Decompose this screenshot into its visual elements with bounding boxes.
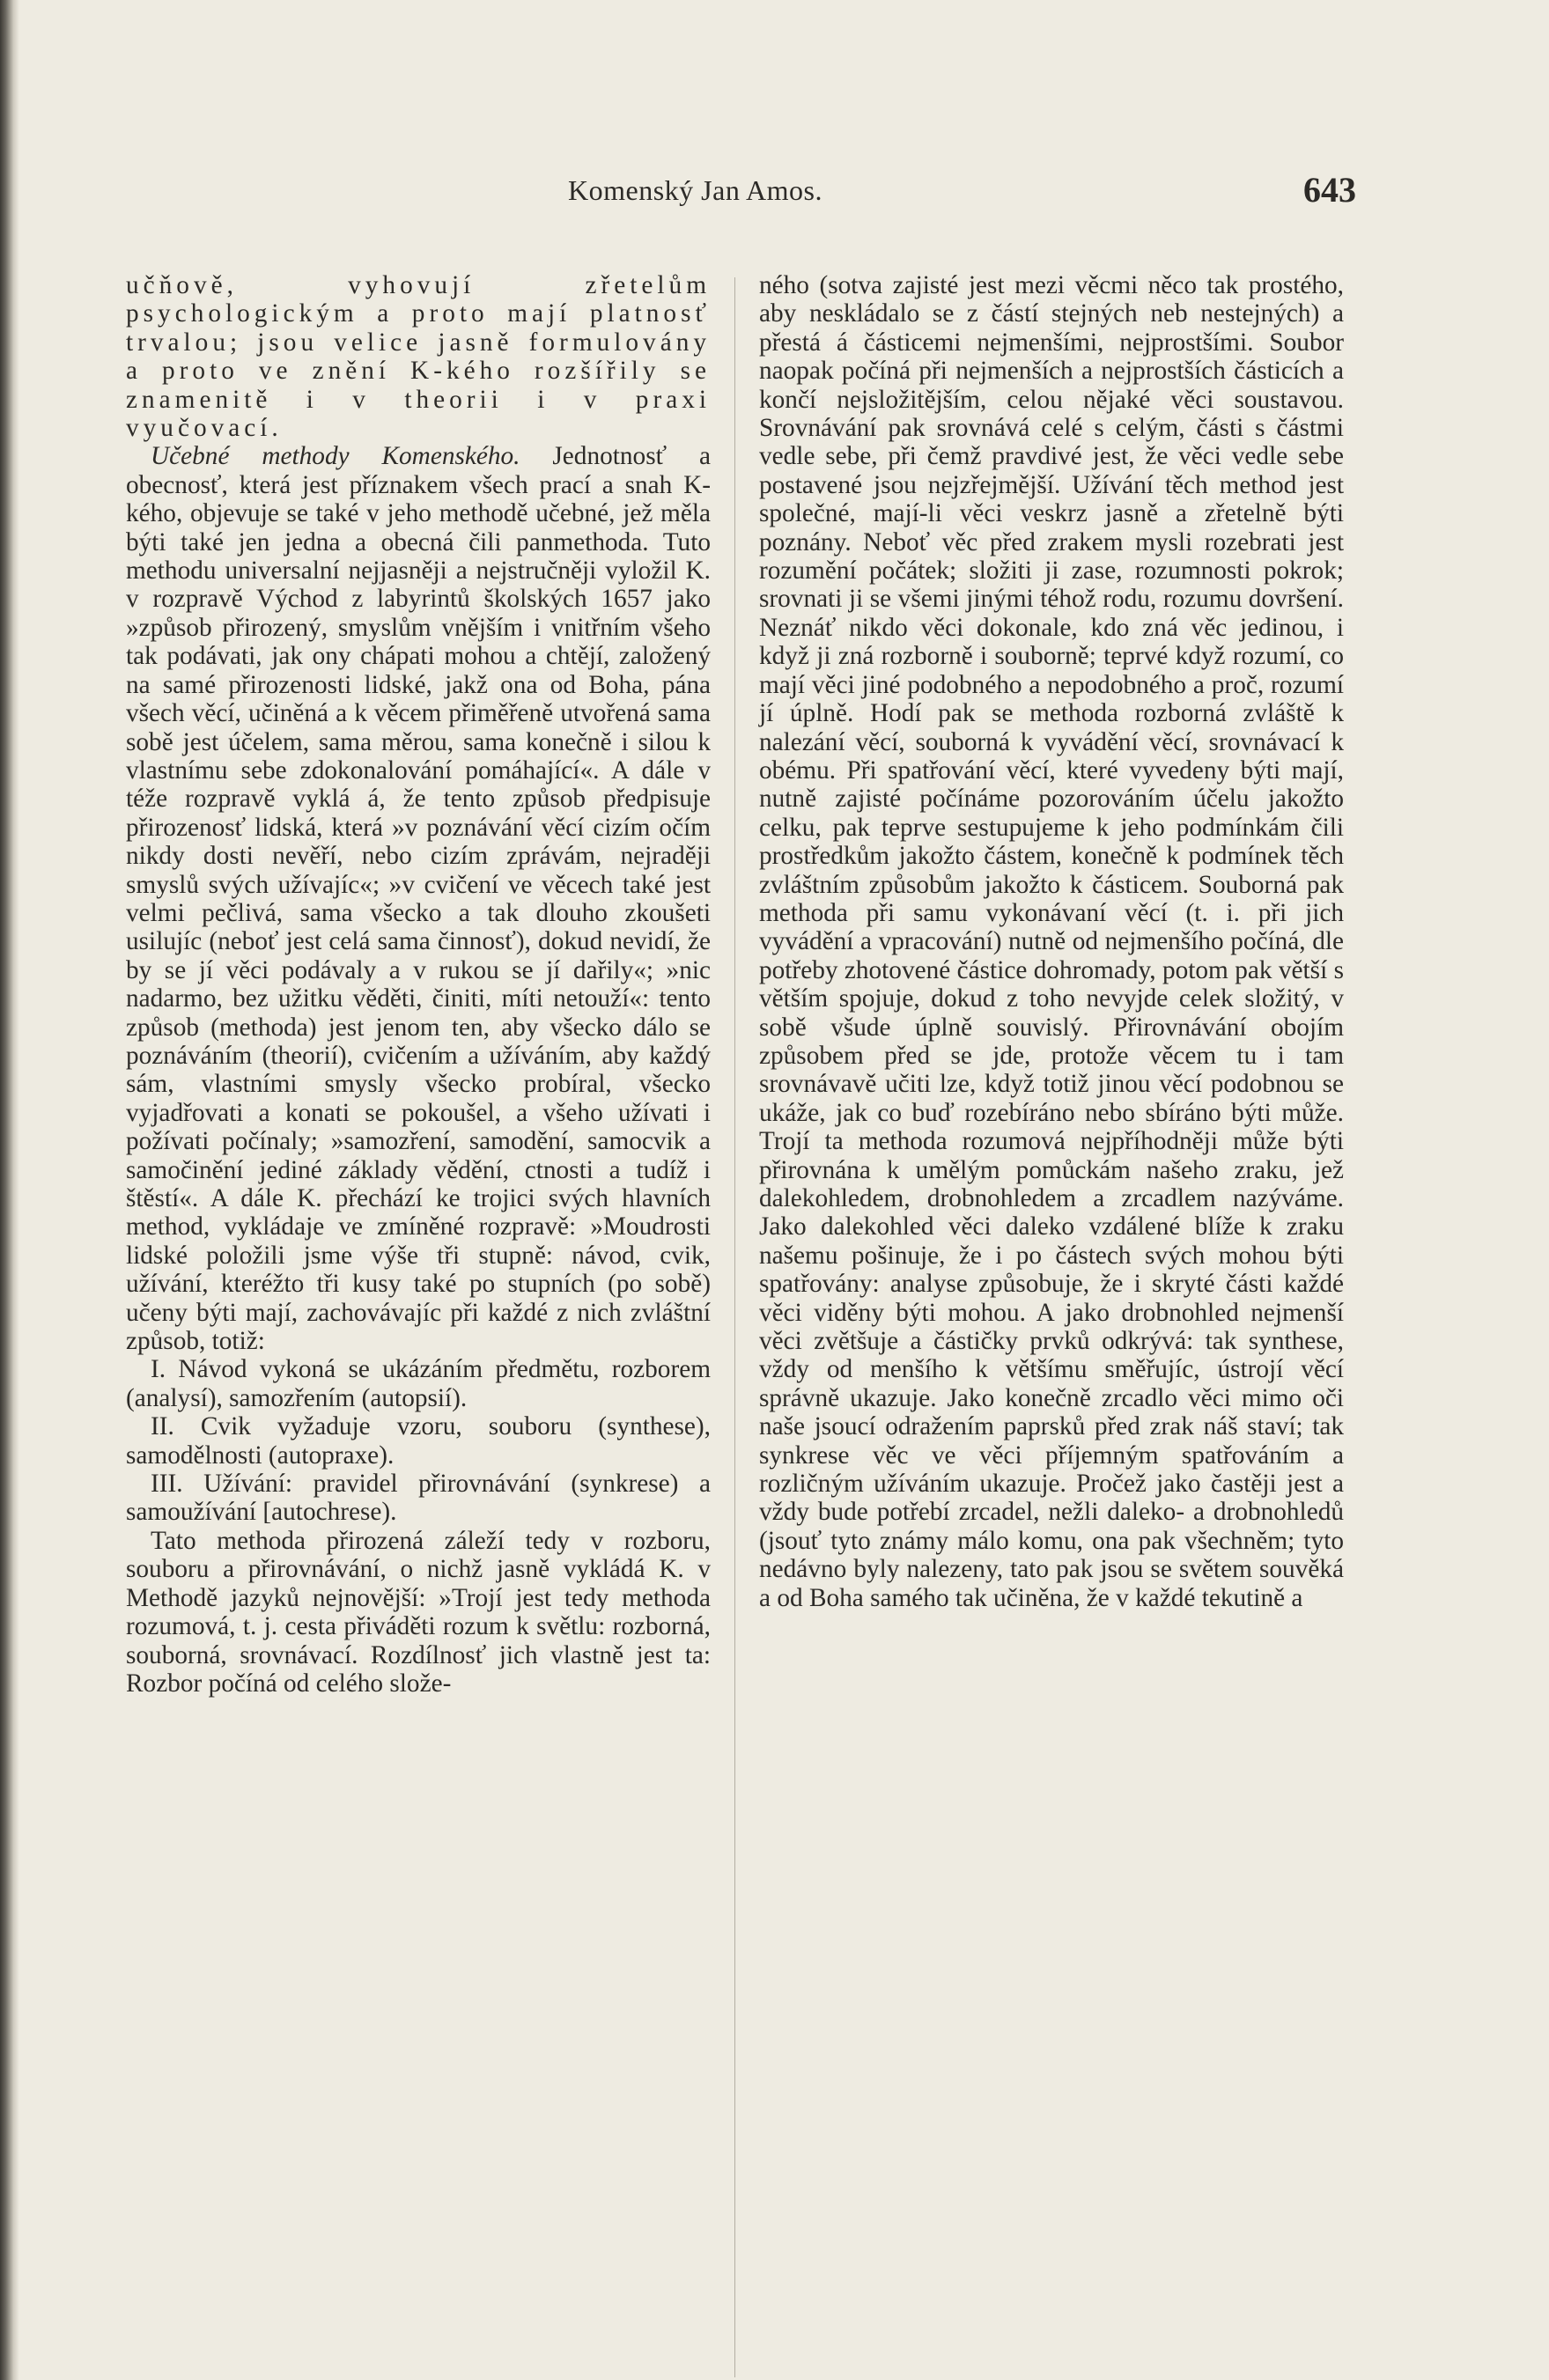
right-paragraph-1: ného (sotva zajisté jest mezi věcmi něco tak prostého, aby neskládalo se z částí stejných neb nestejných) a přestá á částicemi nejmenšími, nejprostšími. Soubor naopak počíná při nejmenších a nejprostších částicích a končí nejsložitějším, celou nějaké věci soustavou. Srovnávání pak srovnává celé s celým, části s částmi vedle sebe, při čemž pravdivé jest, že věci vedle sebe postavené jsou nejzřejmější. Užívání těch method jest společné, mají-li věci veskrz jasně a zřetelně býti poznány. Neboť věc před zrakem mysli rozebrati jest rozumění počátek; složiti ji zase, rozumnosti pokrok; srovnati ji se všemi jinými téhož rodu, rozumu dovršení. Neznáť nikdo věci dokonale, kdo zná věc jedinou, i když ji zná rozborně i souborně; teprvé když rozumí, co mají věci jiné podobného a nepodobného a proč, rozumí jí úplně. Hodí pak se methoda rozborná zvláště k nalezání věcí, souborná k vyvádění věcí, srovnávací k obému. Při spatřování věcí, které vyvedeny býti mají, nutně zajisté počínáme pozorováním účelu jakožto celku, pak teprve sestupujeme k jeho podmínkám čili prostředkům jakožto částem, konečně k podmínek těch zvláštním způsobům jakožto k částicem. Souborná pak methoda při samu vykonávaní věcí (t. i. při jich vyvádění a vpracování) nutně od nejmenšího počíná, dle potřeby zhotovené částice dohromady, potom pak větší s větším spojuje, dokud z toho nevyjde celek složitý, v sobě všude úplně souvislý. Přirovnávání obojím způsobem před se jde, protože věcem tu i tam srovnávavě učiti lze, když totiž jinou věcí podobnou se ukáže, jak co buď rozebíráno nebo sbíráno býti může. Trojí ta methoda rozumová nejpříhodněji může býti přirovnána k umělým pomůckám našeho zraku, jež dalekohledem, drobnohledem a zrcadlem nazýváme. Jako dalekohled věci daleko vzdálené blíže k zraku našemu pošinuje, že i po částech svých mohou býti spatřovány: analyse způsobuje, že i skryté části každé věci viděny býti mohou. A jako drobnohled nejmenší věci zvětšuje a částičky prvků odkrývá: tak synthese, vždy od menšího k většímu směřujíc, ústrojí věcí správně ukazuje. Jako konečně zrcadlo věci mimo oči naše jsoucí odražením paprsků před zrak náš staví; tak synkrese věc ve věci příjemným spatřováním a rozličným užíváním ukazuje. Pročež jako častěji jest a vždy bude potřebí zrcadel, nežli daleko- a drobnohledů (jsouť tyto známy málo komu, ona pak všechněm; tyto nedávno byly nalezeny, tato pak jsou se světem souvěká a od Boha samého tak učiněna, že v každé tekutině a [759, 271, 1344, 1612]
left-paragraph-6: Tato methoda přirozená záleží tedy v rozboru, souboru a přirovnávání, o nichž jasně vykládá K. v Methodě jazyků nejnovější: »Trojí jest tedy methoda rozumová, t. j. cesta přiváděti rozum k světlu: rozborná, souborná, srovnávací. Rozdílnosť jich vlastně jest ta: Rozbor počíná od celého slože- [126, 1526, 711, 1698]
running-head: Komenský Jan Amos. [568, 174, 822, 206]
left-paragraph-1: učňově, vyhovují zřetelům psychologickým a proto mají platnosť trvalou; jsou velice jasně formulovány a proto ve znění K-kého rozšířily se znamenitě i v theorii i v praxi vyučovací. [126, 271, 711, 443]
left-paragraph-2 [126, 442, 711, 1355]
left-paragraph-3: I. Návod vykoná se ukázáním předmětu, rozborem (analysí), samozřením (autopsií). [126, 1355, 711, 1412]
page-header [132, 169, 1356, 222]
book-spine-shadow [0, 0, 19, 2380]
left-paragraph-4: II. Cvik vyžaduje vzoru, souboru (synthese), samodělnosti (autopraxe). [126, 1412, 711, 1470]
left-paragraph-2-body: Jednotnosť a obecnosť, která jest příznakem všech prací a snah K-kého, objevuje se také v jeho methodě učebné, jež měla býti také jen jedna a obecná čili panmethoda. Tuto methodu universalní nejjasněji a nejstručněji vyložil K. v rozpravě Východ z labyrintů školských 1657 jako »způsob přirozený, smyslům vnějším i vnitřním všeho tak podávati, jak ony chápati mohou a chtějí, založený na samé přirozenosti lidské, jakž ona od Boha, pána všech věcí, učiněná a k věcem přiměřeně utvořená sama sobě jest účelem, sama měrou, sama konečně i silou k vlastnímu sebe zdokonalování pomáhající«. A dále v téže rozpravě vyklá á, že tento způsob předpisuje přirozenosť lidská, která »v poznávání věcí cizím očím nikdy dosti nevěří, nebo cizím zprávám, nejraději smyslů svých užívajíc«; »v cvičení ve věcech také jest velmi pečlivá, sama všecko a tak dlouho zkoušeti usilujíc (neboť jest celá sama činnosť), dokud nevidí, že by se jí věci podávaly a v rukou se jí dařily«; »nic nadarmo, bez užitku věděti, činiti, míti netouží«: tento způsob (methoda) jest jenom ten, aby všecko dálo se poznáváním (theorií), cvičením a užíváním, aby každý sám, vlastními smysly všecko probíral, všecko vyjadřovati a konati se pokoušel, a všeho užívati i požívati počínaly; »samozření, samodění, samocvik a samočinění jediné základy vědění, ctnosti a tudíž i štěstí«. A dále K. přechází ke trojici svých hlavních method, vykládaje ve zmíněné rozpravě: »Moudrosti lidské položili jsme výše tři stupně: návod, cvik, užívání, kteréžto tři kusy také po stupních (po sobě) učeny býti mají, zachovávajíc při každé z nich zvláštní způsob, totiž: [126, 442, 711, 1356]
right-column [759, 271, 1344, 1612]
left-column [126, 271, 711, 1698]
left-paragraph-5: III. Užívání: pravidel přirovnávání (synkrese) a samoužívání [autochrese). [126, 1470, 711, 1527]
page-number: 643 [1303, 170, 1356, 210]
column-divider [734, 277, 735, 2377]
section-heading: Učebné methody Komenského. [151, 442, 520, 471]
